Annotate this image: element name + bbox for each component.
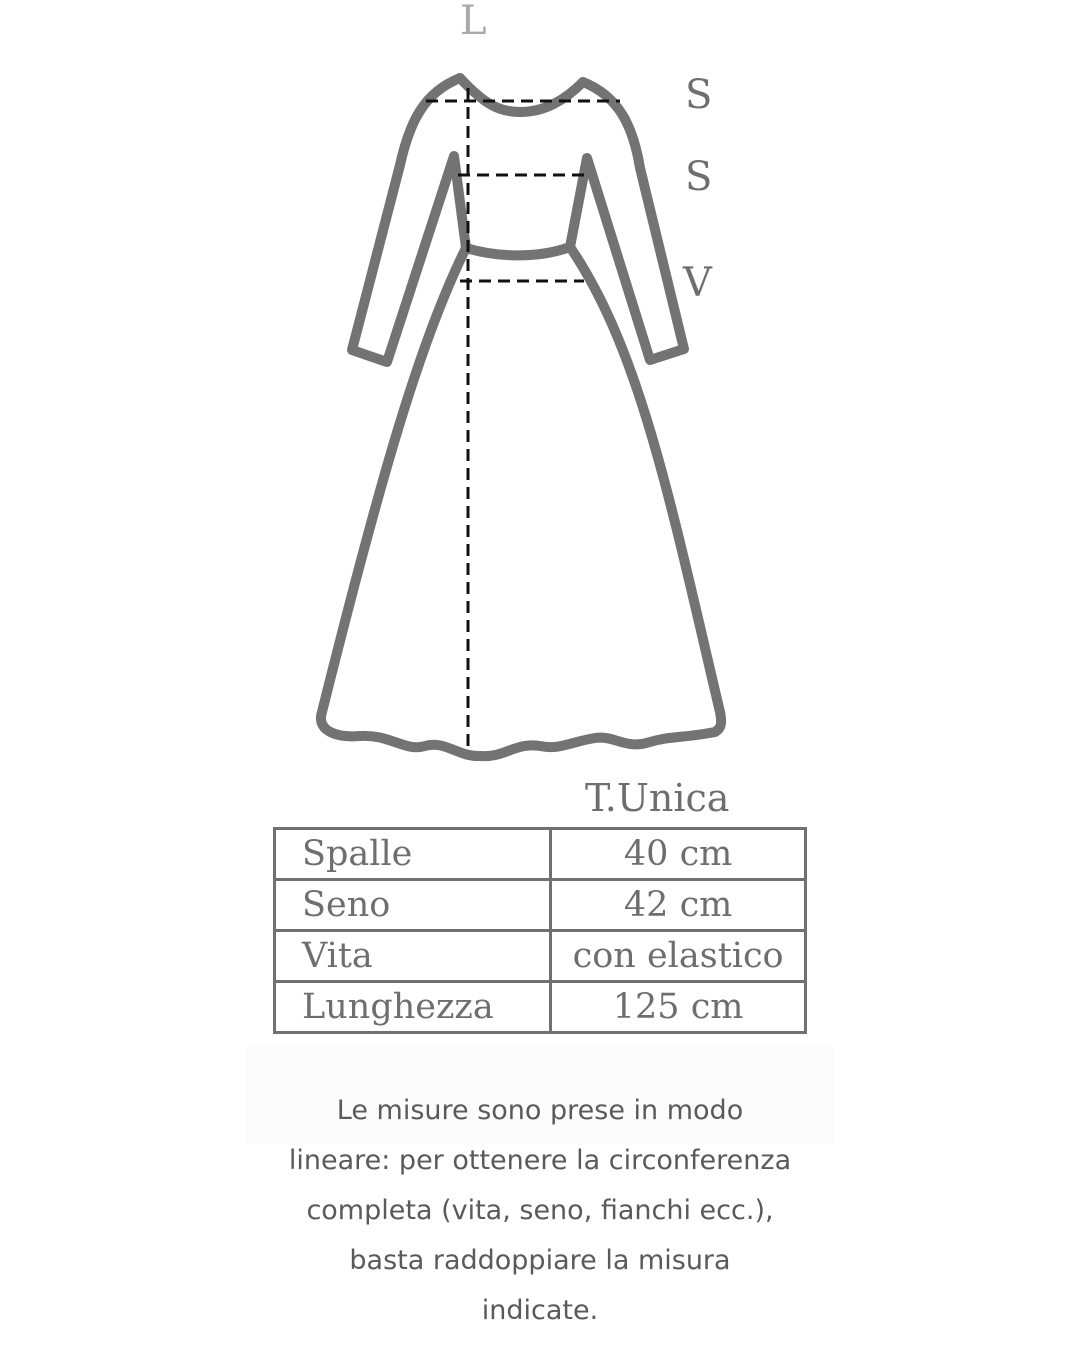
measure-label: Seno: [275, 880, 551, 931]
dress-right-sleeve-outline: [570, 82, 684, 360]
note-line: Le misure sono prese in modo: [336, 1095, 744, 1126]
note-line: completa (vita, seno, fianchi ecc.),: [306, 1195, 774, 1226]
measurement-note: [245, 1086, 835, 1336]
table-row: [275, 982, 806, 1033]
size-header: T.Unica: [585, 776, 730, 820]
table-row: [275, 931, 806, 982]
waist-label: V: [683, 260, 712, 306]
shoulders-label: S: [685, 72, 713, 118]
measure-label: Spalle: [275, 829, 551, 880]
table-row: [275, 880, 806, 931]
table-row: [275, 829, 806, 880]
dress-skirt-outline: [321, 247, 721, 756]
measure-value: 125 cm: [551, 982, 806, 1033]
bust-label: S: [685, 154, 713, 200]
measure-value: 42 cm: [551, 880, 806, 931]
dress-left-sleeve-outline: [352, 78, 466, 362]
dress-waistband-outline: [466, 247, 570, 255]
size-table: [273, 827, 807, 1034]
measure-label: Lunghezza: [275, 982, 551, 1033]
dress-neckline-outline: [460, 78, 583, 112]
note-line: indicate.: [481, 1295, 599, 1326]
measure-label: Vita: [275, 931, 551, 982]
measure-value: con elastico: [551, 931, 806, 982]
note-line: lineare: per ottenere la circonferenza: [288, 1145, 792, 1176]
measure-value: 40 cm: [551, 829, 806, 880]
note-line: basta raddoppiare la misura: [349, 1245, 731, 1276]
length-label: L: [460, 0, 487, 44]
